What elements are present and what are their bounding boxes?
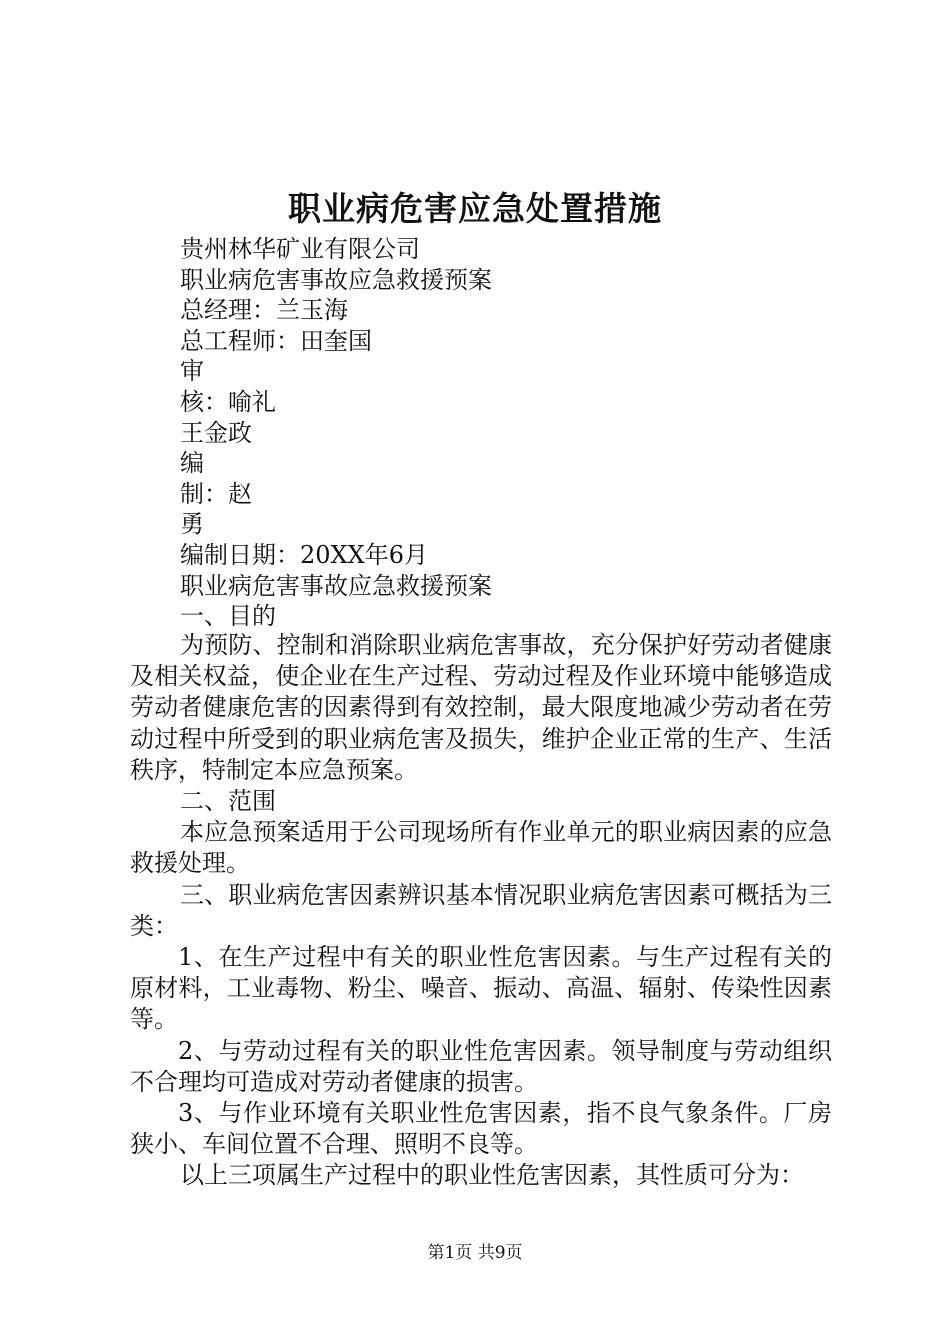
compiler-name-end: 勇 (180, 510, 204, 539)
section-heading-purpose: 一、目的 (180, 602, 276, 631)
document-body (130, 630, 832, 1192)
general-manager-line: 总经理：兰玉海 (180, 296, 348, 325)
plan-name-repeat: 职业病危害事故应急救援预案 (180, 571, 492, 600)
chief-engineer-line: 总工程师：田奎国 (180, 326, 372, 355)
document-title: 职业病危害应急处置措施 (288, 189, 662, 228)
compiler-line: 制：赵 (180, 479, 252, 508)
paragraph-hazard-overview: 三、职业病危害因素辨识基本情况职业病危害因素可概括为三类： (130, 880, 832, 940)
paragraph-hazard-3: 3、与作业环境有关职业性危害因素，指不良气象条件。厂房狭小、车间位置不合理、照明不良等。 (130, 1099, 832, 1159)
reviewer-second-name: 王金政 (180, 418, 252, 447)
compile-date-line: 编制日期：20XX年6月 (180, 540, 428, 569)
reviewer-line: 核：喻礼 (180, 387, 276, 416)
paragraph-hazard-1: 1、在生产过程中有关的职业性危害因素。与生产过程有关的原材料，工业毒物、粉尘、噪音、振动、高温、辐射、传染性因素等。 (130, 943, 832, 1034)
plan-name: 职业病危害事故应急救援预案 (180, 265, 492, 294)
paragraph-summary: 以上三项属生产过程中的职业性危害因素，其性质可分为： (180, 1161, 804, 1190)
company-name: 贵州林华矿业有限公司 (180, 235, 420, 263)
document-meta-block (180, 234, 840, 632)
paragraph-purpose: 为预防、控制和消除职业病危害事故，充分保护好劳动者健康及相关权益，使企业在生产过程、劳动过程及作业环境中能够造成劳动者健康危害的因素得到有效控制，最大限度地减少劳动者在劳动过程中所受到的职业病危害及损失，维护企业正常的生产、生活秩序，特制定本应急预案。 (130, 631, 832, 784)
compiler-label-part1: 编 (180, 449, 204, 478)
paragraph-scope: 本应急预案适用于公司现场所有作业单元的职业病因素的应急救援处理。 (130, 818, 832, 878)
paragraph-hazard-2: 2、与劳动过程有关的职业性危害因素。领导制度与劳动组织不合理均可造成对劳动者健康的损害。 (130, 1036, 832, 1096)
page-footer: 第1页 共9页 (427, 1243, 523, 1263)
section-heading-scope: 二、范围 (180, 787, 276, 816)
reviewer-label-part1: 审 (180, 357, 204, 386)
